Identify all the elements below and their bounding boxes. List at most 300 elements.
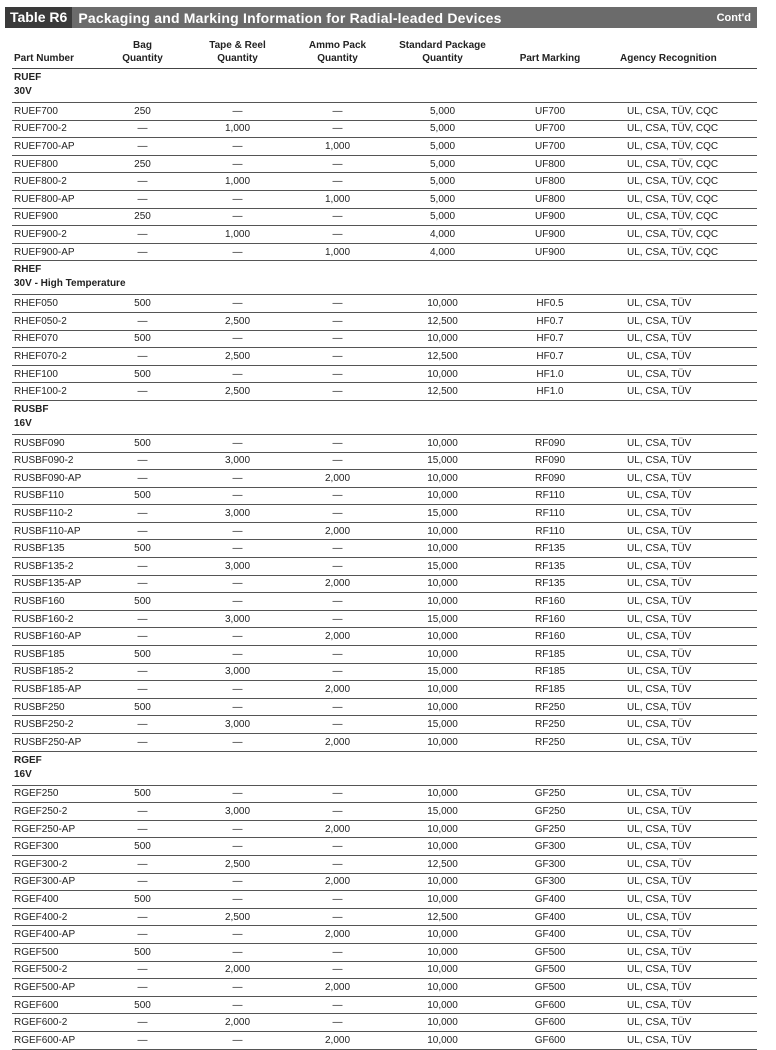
cell-part-number: RUEF800-2 xyxy=(12,173,100,191)
cell-agency-recognition: UL, CSA, TÜV xyxy=(600,470,757,488)
cell-agency-recognition: UL, CSA, TÜV, CQC xyxy=(600,190,757,208)
cell-part-number: RHEF050-2 xyxy=(12,312,100,330)
cell-ammo-pack-quantity: 1,000 xyxy=(290,138,385,156)
cell-bag-quantity: — xyxy=(100,190,185,208)
cell-agency-recognition: UL, CSA, TÜV xyxy=(600,348,757,366)
cell-tape-reel-quantity: — xyxy=(185,646,290,664)
cell-part-marking: GF300 xyxy=(500,838,600,856)
cell-agency-recognition: UL, CSA, TÜV xyxy=(600,522,757,540)
cell-standard-package-quantity: 10,000 xyxy=(385,785,500,803)
cell-bag-quantity: 250 xyxy=(100,208,185,226)
header-text: Ammo Pack xyxy=(308,40,367,51)
group-header-row xyxy=(12,400,757,434)
cell-ammo-pack-quantity: — xyxy=(290,716,385,734)
group-header xyxy=(12,261,757,295)
cell-ammo-pack-quantity: — xyxy=(290,540,385,558)
table-row xyxy=(12,979,757,997)
cell-part-number: RGEF500-2 xyxy=(12,961,100,979)
cell-bag-quantity: — xyxy=(100,820,185,838)
cell-bag-quantity: 500 xyxy=(100,540,185,558)
cell-part-marking: GF300 xyxy=(500,873,600,891)
cell-part-number: RGEF600-AP xyxy=(12,1031,100,1049)
table-row xyxy=(12,838,757,856)
group-header xyxy=(12,400,757,434)
cell-part-marking: RF185 xyxy=(500,646,600,664)
cell-agency-recognition: UL, CSA, TÜV xyxy=(600,926,757,944)
cell-standard-package-quantity: 10,000 xyxy=(385,838,500,856)
cell-standard-package-quantity: 10,000 xyxy=(385,646,500,664)
cell-bag-quantity: — xyxy=(100,226,185,244)
table-row xyxy=(12,820,757,838)
cell-bag-quantity: — xyxy=(100,979,185,997)
cell-standard-package-quantity: 10,000 xyxy=(385,873,500,891)
cell-ammo-pack-quantity: — xyxy=(290,295,385,313)
cell-standard-package-quantity: 10,000 xyxy=(385,820,500,838)
cell-standard-package-quantity: 15,000 xyxy=(385,505,500,523)
cell-tape-reel-quantity: — xyxy=(185,208,290,226)
cell-part-number: RGEF500-AP xyxy=(12,979,100,997)
cell-ammo-pack-quantity: — xyxy=(290,1014,385,1032)
cell-standard-package-quantity: 10,000 xyxy=(385,295,500,313)
cell-standard-package-quantity: 5,000 xyxy=(385,155,500,173)
cell-tape-reel-quantity: — xyxy=(185,575,290,593)
cell-ammo-pack-quantity: — xyxy=(290,173,385,191)
table-row xyxy=(12,593,757,611)
cell-agency-recognition: UL, CSA, TÜV, CQC xyxy=(600,120,757,138)
cell-bag-quantity: 250 xyxy=(100,155,185,173)
cell-part-marking: RF135 xyxy=(500,540,600,558)
header-text: Part Marking xyxy=(519,52,581,64)
cell-agency-recognition: UL, CSA, TÜV xyxy=(600,698,757,716)
cell-standard-package-quantity: 10,000 xyxy=(385,628,500,646)
cell-part-number: RUEF900-AP xyxy=(12,243,100,261)
cell-ammo-pack-quantity: 2,000 xyxy=(290,681,385,699)
table-row xyxy=(12,943,757,961)
cell-standard-package-quantity: 10,000 xyxy=(385,698,500,716)
cell-agency-recognition: UL, CSA, TÜV xyxy=(600,487,757,505)
cell-bag-quantity: — xyxy=(100,610,185,628)
cell-standard-package-quantity: 10,000 xyxy=(385,1031,500,1049)
cell-ammo-pack-quantity: — xyxy=(290,908,385,926)
cell-agency-recognition: UL, CSA, TÜV xyxy=(600,452,757,470)
series-name: RGEF xyxy=(14,754,42,766)
cell-part-marking: RF250 xyxy=(500,716,600,734)
group-header xyxy=(12,751,757,785)
series-voltage: 16V xyxy=(14,417,32,429)
cell-tape-reel-quantity: 1,000 xyxy=(185,173,290,191)
cell-part-marking: RF250 xyxy=(500,734,600,752)
cell-tape-reel-quantity: — xyxy=(185,785,290,803)
cell-part-marking: RF250 xyxy=(500,698,600,716)
cell-tape-reel-quantity: — xyxy=(185,891,290,909)
cell-ammo-pack-quantity: — xyxy=(290,698,385,716)
cell-part-marking: RF185 xyxy=(500,681,600,699)
cell-ammo-pack-quantity: — xyxy=(290,855,385,873)
series-voltage: 30V xyxy=(14,86,32,97)
cell-part-marking: HF1.0 xyxy=(500,383,600,401)
cell-ammo-pack-quantity: 2,000 xyxy=(290,979,385,997)
cell-tape-reel-quantity: 3,000 xyxy=(185,610,290,628)
cell-part-marking: UF900 xyxy=(500,208,600,226)
cell-ammo-pack-quantity: — xyxy=(290,452,385,470)
cell-bag-quantity: — xyxy=(100,173,185,191)
cell-tape-reel-quantity: 2,000 xyxy=(185,1014,290,1032)
cell-agency-recognition: UL, CSA, TÜV xyxy=(600,558,757,576)
cell-bag-quantity: — xyxy=(100,803,185,821)
cell-part-marking: GF600 xyxy=(500,1014,600,1032)
header-agency-recognition xyxy=(600,40,757,69)
cell-standard-package-quantity: 10,000 xyxy=(385,575,500,593)
table-row xyxy=(12,610,757,628)
cell-ammo-pack-quantity: — xyxy=(290,208,385,226)
cell-bag-quantity: — xyxy=(100,663,185,681)
cell-part-marking: RF185 xyxy=(500,663,600,681)
cell-standard-package-quantity: 12,500 xyxy=(385,383,500,401)
cell-tape-reel-quantity: — xyxy=(185,522,290,540)
table-row xyxy=(12,522,757,540)
cell-tape-reel-quantity: — xyxy=(185,470,290,488)
cell-standard-package-quantity: 5,000 xyxy=(385,208,500,226)
cell-agency-recognition: UL, CSA, TÜV xyxy=(600,785,757,803)
cell-standard-package-quantity: 10,000 xyxy=(385,681,500,699)
cell-part-marking: GF250 xyxy=(500,785,600,803)
cell-standard-package-quantity: 10,000 xyxy=(385,734,500,752)
table-row xyxy=(12,452,757,470)
cell-tape-reel-quantity: — xyxy=(185,681,290,699)
cell-standard-package-quantity: 10,000 xyxy=(385,943,500,961)
cell-part-number: RUEF700 xyxy=(12,103,100,121)
table-row xyxy=(12,243,757,261)
header-text: Quantity xyxy=(422,52,463,64)
cell-standard-package-quantity: 5,000 xyxy=(385,138,500,156)
cell-bag-quantity: 500 xyxy=(100,646,185,664)
cell-agency-recognition: UL, CSA, TÜV xyxy=(600,820,757,838)
cell-part-marking: RF110 xyxy=(500,487,600,505)
header-part-marking xyxy=(500,40,600,69)
cell-standard-package-quantity: 5,000 xyxy=(385,103,500,121)
packaging-table xyxy=(12,40,757,1050)
cell-part-number: RHEF100-2 xyxy=(12,383,100,401)
cell-tape-reel-quantity: 1,000 xyxy=(185,120,290,138)
cell-part-number: RUSBF185 xyxy=(12,646,100,664)
cell-part-number: RUSBF250 xyxy=(12,698,100,716)
table-row xyxy=(12,138,757,156)
cell-part-number: RGEF250-2 xyxy=(12,803,100,821)
cell-part-number: RUSBF160-AP xyxy=(12,628,100,646)
cell-part-marking: UF800 xyxy=(500,173,600,191)
cell-ammo-pack-quantity: — xyxy=(290,155,385,173)
cell-bag-quantity: — xyxy=(100,681,185,699)
cell-bag-quantity: 500 xyxy=(100,996,185,1014)
cell-agency-recognition: UL, CSA, TÜV xyxy=(600,505,757,523)
cell-part-marking: GF400 xyxy=(500,908,600,926)
cell-part-marking: RF160 xyxy=(500,610,600,628)
cell-part-number: RUSBF110 xyxy=(12,487,100,505)
table-row xyxy=(12,891,757,909)
cell-part-marking: UF800 xyxy=(500,190,600,208)
cell-part-number: RHEF050 xyxy=(12,295,100,313)
cell-agency-recognition: UL, CSA, TÜV, CQC xyxy=(600,138,757,156)
cell-bag-quantity: 500 xyxy=(100,593,185,611)
table-row xyxy=(12,383,757,401)
table-row xyxy=(12,908,757,926)
cell-bag-quantity: 500 xyxy=(100,330,185,348)
cell-part-number: RUEF800 xyxy=(12,155,100,173)
cell-agency-recognition: UL, CSA, TÜV xyxy=(600,663,757,681)
cell-agency-recognition: UL, CSA, TÜV xyxy=(600,996,757,1014)
table-row xyxy=(12,312,757,330)
table-row xyxy=(12,873,757,891)
cell-standard-package-quantity: 10,000 xyxy=(385,330,500,348)
table-row xyxy=(12,155,757,173)
cell-part-number: RUSBF110-2 xyxy=(12,505,100,523)
cell-bag-quantity: — xyxy=(100,926,185,944)
cell-agency-recognition: UL, CSA, TÜV xyxy=(600,1031,757,1049)
table-row xyxy=(12,628,757,646)
continued-label: Cont'd xyxy=(716,11,751,24)
header-text: Standard Package xyxy=(399,40,486,51)
cell-part-marking: RF135 xyxy=(500,575,600,593)
cell-part-number: RUSBF250-2 xyxy=(12,716,100,734)
cell-agency-recognition: UL, CSA, TÜV xyxy=(600,330,757,348)
table-row xyxy=(12,348,757,366)
cell-ammo-pack-quantity: 2,000 xyxy=(290,873,385,891)
cell-tape-reel-quantity: 1,000 xyxy=(185,226,290,244)
cell-bag-quantity: — xyxy=(100,348,185,366)
cell-ammo-pack-quantity: — xyxy=(290,383,385,401)
series-name: RHEF xyxy=(14,264,42,276)
cell-part-number: RUEF800-AP xyxy=(12,190,100,208)
cell-bag-quantity: — xyxy=(100,1031,185,1049)
cell-tape-reel-quantity: — xyxy=(185,628,290,646)
header-text: Quantity xyxy=(317,52,358,64)
cell-standard-package-quantity: 10,000 xyxy=(385,996,500,1014)
cell-agency-recognition: UL, CSA, TÜV xyxy=(600,610,757,628)
cell-bag-quantity: — xyxy=(100,138,185,156)
cell-part-marking: GF250 xyxy=(500,820,600,838)
cell-ammo-pack-quantity: — xyxy=(290,120,385,138)
table-row xyxy=(12,698,757,716)
cell-part-marking: UF700 xyxy=(500,120,600,138)
header-row xyxy=(12,40,757,69)
cell-bag-quantity: — xyxy=(100,873,185,891)
cell-part-marking: UF900 xyxy=(500,226,600,244)
table-row xyxy=(12,226,757,244)
cell-tape-reel-quantity: 3,000 xyxy=(185,505,290,523)
cell-tape-reel-quantity: — xyxy=(185,540,290,558)
cell-agency-recognition: UL, CSA, TÜV, CQC xyxy=(600,208,757,226)
table-row xyxy=(12,734,757,752)
cell-ammo-pack-quantity: — xyxy=(290,838,385,856)
cell-bag-quantity: — xyxy=(100,522,185,540)
table-title-bar xyxy=(5,7,757,28)
header-text: Part Number xyxy=(14,52,75,64)
group-header-row xyxy=(12,69,757,103)
cell-bag-quantity: 500 xyxy=(100,785,185,803)
cell-agency-recognition: UL, CSA, TÜV xyxy=(600,908,757,926)
cell-part-marking: GF300 xyxy=(500,855,600,873)
cell-bag-quantity: 500 xyxy=(100,891,185,909)
cell-agency-recognition: UL, CSA, TÜV xyxy=(600,734,757,752)
cell-part-marking: RF090 xyxy=(500,470,600,488)
cell-part-number: RGEF600 xyxy=(12,996,100,1014)
cell-ammo-pack-quantity: — xyxy=(290,803,385,821)
table-row xyxy=(12,120,757,138)
cell-agency-recognition: UL, CSA, TÜV xyxy=(600,855,757,873)
table-row xyxy=(12,575,757,593)
cell-part-marking: UF900 xyxy=(500,243,600,261)
cell-tape-reel-quantity: — xyxy=(185,698,290,716)
cell-bag-quantity: 500 xyxy=(100,434,185,452)
cell-part-number: RUSBF160 xyxy=(12,593,100,611)
cell-ammo-pack-quantity: 2,000 xyxy=(290,926,385,944)
cell-standard-package-quantity: 5,000 xyxy=(385,120,500,138)
table-row xyxy=(12,103,757,121)
cell-tape-reel-quantity: 2,500 xyxy=(185,312,290,330)
cell-standard-package-quantity: 10,000 xyxy=(385,961,500,979)
cell-bag-quantity: — xyxy=(100,734,185,752)
cell-tape-reel-quantity: 3,000 xyxy=(185,558,290,576)
cell-part-marking: HF0.7 xyxy=(500,330,600,348)
cell-agency-recognition: UL, CSA, TÜV, CQC xyxy=(600,173,757,191)
table-row xyxy=(12,330,757,348)
cell-part-number: RGEF500 xyxy=(12,943,100,961)
cell-part-number: RUSBF135-2 xyxy=(12,558,100,576)
cell-bag-quantity: — xyxy=(100,575,185,593)
cell-ammo-pack-quantity: 2,000 xyxy=(290,628,385,646)
cell-part-number: RGEF400-2 xyxy=(12,908,100,926)
cell-agency-recognition: UL, CSA, TÜV xyxy=(600,716,757,734)
cell-tape-reel-quantity: — xyxy=(185,295,290,313)
cell-bag-quantity: 500 xyxy=(100,698,185,716)
header-part-number xyxy=(12,40,100,69)
cell-agency-recognition: UL, CSA, TÜV xyxy=(600,575,757,593)
group-header xyxy=(12,69,757,103)
cell-part-number: RUSBF090 xyxy=(12,434,100,452)
cell-part-number: RGEF250 xyxy=(12,785,100,803)
table-row xyxy=(12,470,757,488)
cell-tape-reel-quantity: — xyxy=(185,155,290,173)
cell-standard-package-quantity: 5,000 xyxy=(385,190,500,208)
header-text: Bag xyxy=(133,40,152,51)
cell-bag-quantity: — xyxy=(100,558,185,576)
cell-bag-quantity: 500 xyxy=(100,487,185,505)
cell-tape-reel-quantity: — xyxy=(185,979,290,997)
cell-tape-reel-quantity: — xyxy=(185,1031,290,1049)
cell-ammo-pack-quantity: 1,000 xyxy=(290,243,385,261)
cell-part-marking: UF800 xyxy=(500,155,600,173)
cell-standard-package-quantity: 15,000 xyxy=(385,803,500,821)
table-row xyxy=(12,785,757,803)
cell-part-number: RGEF300 xyxy=(12,838,100,856)
table-row xyxy=(12,1014,757,1032)
cell-bag-quantity: 500 xyxy=(100,943,185,961)
cell-standard-package-quantity: 15,000 xyxy=(385,558,500,576)
cell-part-number: RGEF300-AP xyxy=(12,873,100,891)
table-row xyxy=(12,681,757,699)
cell-standard-package-quantity: 10,000 xyxy=(385,540,500,558)
cell-part-marking: HF0.7 xyxy=(500,348,600,366)
cell-agency-recognition: UL, CSA, TÜV xyxy=(600,803,757,821)
cell-agency-recognition: UL, CSA, TÜV xyxy=(600,838,757,856)
cell-ammo-pack-quantity: — xyxy=(290,434,385,452)
cell-bag-quantity: — xyxy=(100,628,185,646)
cell-bag-quantity: — xyxy=(100,961,185,979)
cell-standard-package-quantity: 10,000 xyxy=(385,979,500,997)
cell-tape-reel-quantity: — xyxy=(185,820,290,838)
cell-ammo-pack-quantity: — xyxy=(290,891,385,909)
cell-part-marking: RF160 xyxy=(500,593,600,611)
cell-bag-quantity: — xyxy=(100,716,185,734)
cell-tape-reel-quantity: 3,000 xyxy=(185,803,290,821)
cell-part-marking: RF090 xyxy=(500,452,600,470)
cell-ammo-pack-quantity: 2,000 xyxy=(290,1031,385,1049)
cell-part-number: RHEF100 xyxy=(12,365,100,383)
cell-part-marking: HF0.7 xyxy=(500,312,600,330)
cell-ammo-pack-quantity: 2,000 xyxy=(290,734,385,752)
cell-standard-package-quantity: 12,500 xyxy=(385,855,500,873)
cell-standard-package-quantity: 12,500 xyxy=(385,348,500,366)
cell-bag-quantity: — xyxy=(100,452,185,470)
cell-standard-package-quantity: 10,000 xyxy=(385,926,500,944)
cell-agency-recognition: UL, CSA, TÜV xyxy=(600,365,757,383)
cell-part-number: RUSBF135 xyxy=(12,540,100,558)
cell-part-marking: UF700 xyxy=(500,103,600,121)
cell-part-marking: GF500 xyxy=(500,961,600,979)
cell-bag-quantity: — xyxy=(100,855,185,873)
cell-agency-recognition: UL, CSA, TÜV xyxy=(600,943,757,961)
header-ammo-pack-quantity xyxy=(290,40,385,69)
cell-bag-quantity: 500 xyxy=(100,295,185,313)
cell-part-number: RUSBF135-AP xyxy=(12,575,100,593)
series-voltage: 30V - High Temperature xyxy=(14,278,126,290)
cell-agency-recognition: UL, CSA, TÜV, CQC xyxy=(600,155,757,173)
header-text: Agency Recognition xyxy=(620,52,717,64)
group-header-row xyxy=(12,751,757,785)
cell-part-number: RHEF070 xyxy=(12,330,100,348)
table-row xyxy=(12,487,757,505)
cell-bag-quantity: — xyxy=(100,383,185,401)
cell-standard-package-quantity: 12,500 xyxy=(385,908,500,926)
header-text: Quantity xyxy=(217,52,258,64)
cell-ammo-pack-quantity: — xyxy=(290,365,385,383)
cell-part-marking: UF700 xyxy=(500,138,600,156)
cell-agency-recognition: UL, CSA, TÜV xyxy=(600,295,757,313)
cell-agency-recognition: UL, CSA, TÜV xyxy=(600,593,757,611)
cell-part-number: RGEF300-2 xyxy=(12,855,100,873)
cell-agency-recognition: UL, CSA, TÜV xyxy=(600,979,757,997)
cell-tape-reel-quantity: — xyxy=(185,593,290,611)
header-standard-package-quantity xyxy=(385,40,500,69)
cell-ammo-pack-quantity: — xyxy=(290,663,385,681)
cell-tape-reel-quantity: 2,000 xyxy=(185,961,290,979)
cell-part-marking: RF135 xyxy=(500,558,600,576)
cell-standard-package-quantity: 4,000 xyxy=(385,243,500,261)
cell-tape-reel-quantity: — xyxy=(185,330,290,348)
cell-agency-recognition: UL, CSA, TÜV xyxy=(600,646,757,664)
cell-ammo-pack-quantity: — xyxy=(290,943,385,961)
cell-part-number: RUEF900 xyxy=(12,208,100,226)
cell-standard-package-quantity: 10,000 xyxy=(385,891,500,909)
cell-agency-recognition: UL, CSA, TÜV xyxy=(600,383,757,401)
cell-bag-quantity: — xyxy=(100,505,185,523)
header-text: Tape & Reel xyxy=(209,40,266,51)
table-row xyxy=(12,961,757,979)
cell-part-marking: RF090 xyxy=(500,434,600,452)
cell-part-marking: GF250 xyxy=(500,803,600,821)
cell-part-number: RUSBF185-AP xyxy=(12,681,100,699)
cell-ammo-pack-quantity: 2,000 xyxy=(290,470,385,488)
